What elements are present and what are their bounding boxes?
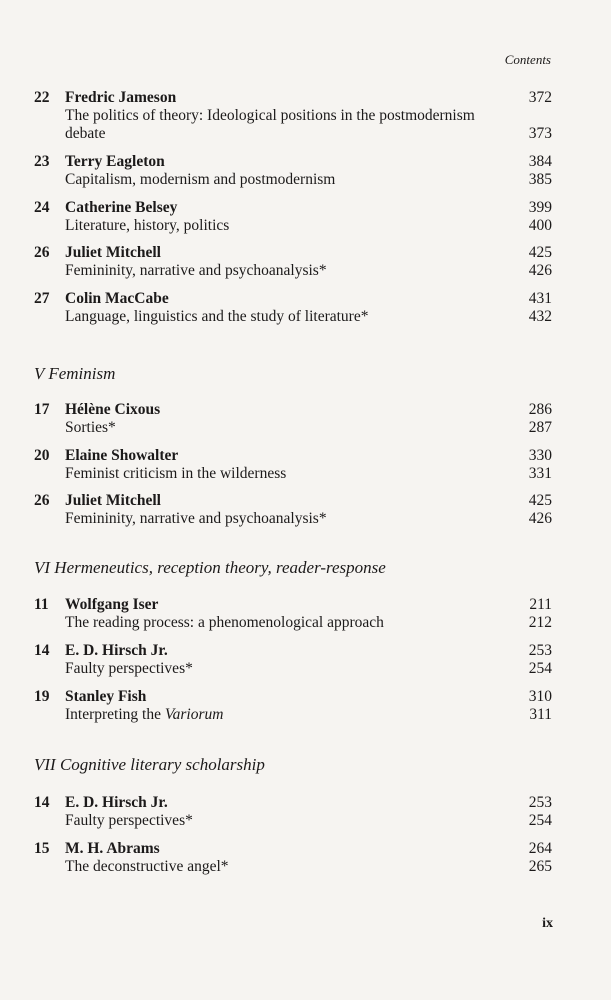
chapter-number: 26	[34, 492, 50, 509]
section-heading: VI Hermeneutics, reception theory, reader-response	[34, 558, 386, 577]
page-number: 425	[528, 492, 552, 509]
chapter-number: 27	[34, 290, 50, 307]
page-number: 253	[528, 794, 552, 811]
chapter-number: 15	[34, 840, 50, 857]
essay-title-continued: debate	[65, 125, 106, 142]
toc-entry	[34, 153, 552, 189]
page-number: 431	[528, 290, 552, 307]
running-head: Contents	[504, 52, 551, 67]
toc-entry	[34, 290, 552, 326]
author-name: E. D. Hirsch Jr.	[65, 642, 168, 659]
toc-entry	[34, 89, 552, 143]
page-number: 264	[528, 840, 552, 857]
author-name: E. D. Hirsch Jr.	[65, 794, 168, 811]
essay-title: Femininity, narrative and psychoanalysis*	[65, 262, 327, 279]
toc-entry	[34, 688, 552, 724]
toc-entry	[34, 642, 552, 678]
essay-title-italic: Variorum	[164, 706, 224, 723]
title-row	[34, 107, 552, 125]
author-name: Hélène Cixous	[65, 401, 161, 418]
page-number: 400	[528, 217, 552, 234]
chapter-number: 24	[34, 199, 50, 216]
essay-title: Faulty perspectives*	[65, 660, 193, 677]
title-row	[34, 125, 552, 143]
toc-entry	[34, 244, 552, 280]
page-number: 212	[528, 614, 552, 631]
page-number: 330	[528, 447, 552, 464]
section-heading: VII Cognitive literary scholarship	[34, 755, 265, 774]
page-number: 425	[528, 244, 552, 261]
author-name: Catherine Belsey	[65, 199, 178, 216]
chapter-number: 14	[34, 794, 50, 811]
chapter-number: 11	[34, 596, 49, 613]
page-number: 253	[528, 642, 552, 659]
toc-entry	[34, 492, 552, 528]
author-name: Stanley Fish	[65, 688, 147, 705]
author-name: M. H. Abrams	[65, 840, 160, 857]
essay-title: Language, linguistics and the study of literature*	[65, 308, 369, 325]
essay-title: The reading process: a phenomenological approach	[65, 614, 384, 631]
toc-entry	[34, 794, 552, 830]
chapter-number: 19	[34, 688, 50, 705]
toc-entry	[34, 596, 552, 632]
author-name: Fredric Jameson	[65, 89, 177, 106]
essay-title: Femininity, narrative and psychoanalysis*	[65, 510, 327, 527]
page-number: 286	[528, 401, 552, 418]
page-number: 287	[528, 419, 552, 436]
page-number: 426	[528, 510, 552, 527]
page-number: 211	[529, 596, 552, 613]
essay-title: The politics of theory: Ideological positions in the postmodernism	[65, 107, 475, 124]
page-number: 385	[528, 171, 552, 188]
page-number: 311	[529, 706, 552, 723]
toc-entry	[34, 401, 552, 437]
toc-entry	[34, 840, 552, 876]
author-name: Colin MacCabe	[65, 290, 169, 307]
essay-title: Feminist criticism in the wilderness	[65, 465, 287, 482]
page-number: 254	[528, 812, 552, 829]
chapter-number: 23	[34, 153, 50, 170]
page-number: 254	[528, 660, 552, 677]
essay-title: Literature, history, politics	[65, 217, 230, 234]
page-number: 373	[528, 125, 552, 142]
page-number: 372	[528, 89, 552, 106]
author-name: Juliet Mitchell	[65, 244, 161, 261]
chapter-number: 17	[34, 401, 50, 418]
chapter-number: 14	[34, 642, 50, 659]
page-number: 331	[528, 465, 552, 482]
folio-page-number: ix	[542, 916, 553, 931]
author-name: Elaine Showalter	[65, 447, 179, 464]
toc-entry	[34, 447, 552, 483]
essay-title: Capitalism, modernism and postmodernism	[65, 171, 336, 188]
page-number: 310	[528, 688, 552, 705]
essay-title	[65, 706, 512, 724]
chapter-number: 22	[34, 89, 50, 106]
page-number: 426	[528, 262, 552, 279]
essay-title: Sorties*	[65, 419, 116, 436]
essay-title-text: Interpreting the	[65, 706, 165, 723]
page-number: 399	[528, 199, 552, 216]
page-number: 265	[528, 858, 552, 875]
page-number: 432	[528, 308, 552, 325]
page-number: 384	[528, 153, 552, 170]
essay-title: The deconstructive angel*	[65, 858, 229, 875]
chapter-number: 26	[34, 244, 50, 261]
chapter-number: 20	[34, 447, 50, 464]
toc-entry	[34, 199, 552, 235]
author-name: Juliet Mitchell	[65, 492, 161, 509]
section-heading: V Feminism	[34, 364, 116, 383]
author-name: Terry Eagleton	[65, 153, 165, 170]
author-name: Wolfgang Iser	[65, 596, 159, 613]
author-row	[34, 89, 552, 107]
essay-title: Faulty perspectives*	[65, 812, 193, 829]
